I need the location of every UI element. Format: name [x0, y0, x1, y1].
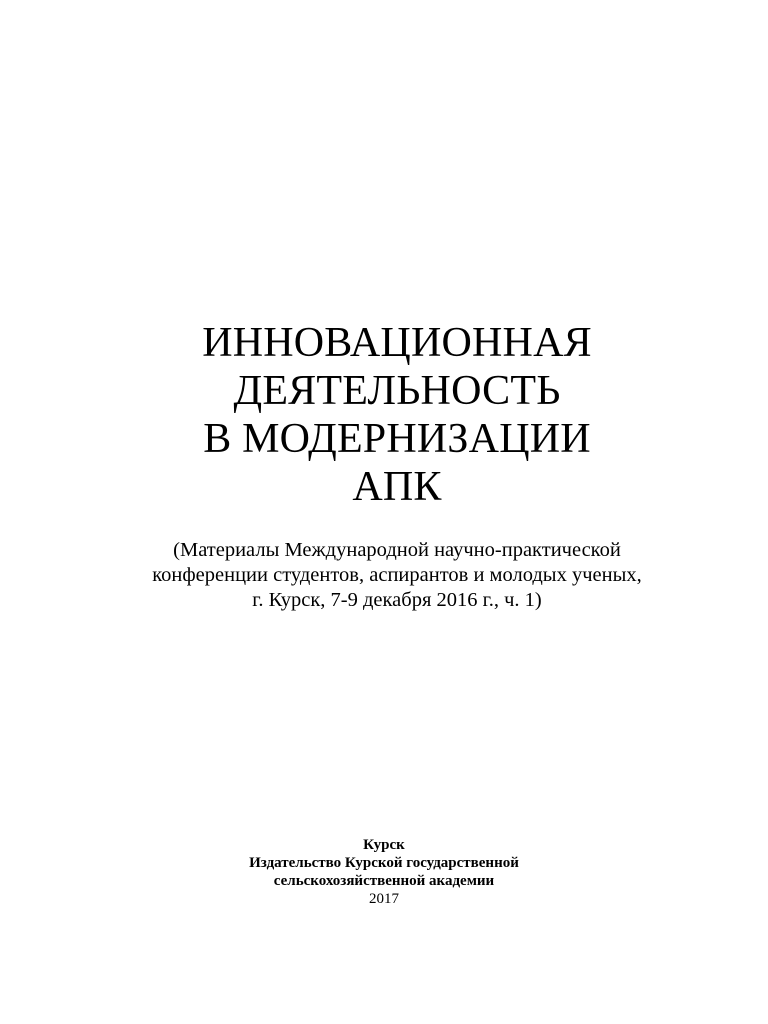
document-title	[0, 319, 768, 511]
subtitle-line-2: конференции студентов, аспирантов и молодых ученых,	[152, 564, 642, 586]
title-line-4: АПК	[352, 464, 442, 510]
title-line-3: В МОДЕРНИЗАЦИИ	[203, 416, 591, 462]
subtitle-line-1: (Материалы Международной научно-практической	[173, 539, 621, 561]
imprint-publisher-line-1: Издательство Курской государственной	[249, 855, 519, 871]
imprint-year: 2017	[369, 891, 399, 907]
title-line-1: ИННОВАЦИОННАЯ	[202, 320, 592, 366]
imprint-city: Курск	[363, 837, 405, 853]
conference-description	[0, 538, 768, 613]
imprint-publisher-line-2: сельскохозяйственной академии	[273, 873, 495, 889]
imprint	[0, 836, 768, 908]
subtitle-line-3: г. Курск, 7-9 декабря 2016 г., ч. 1)	[252, 589, 542, 611]
title-line-2: ДЕЯТЕЛЬНОСТЬ	[233, 368, 561, 414]
